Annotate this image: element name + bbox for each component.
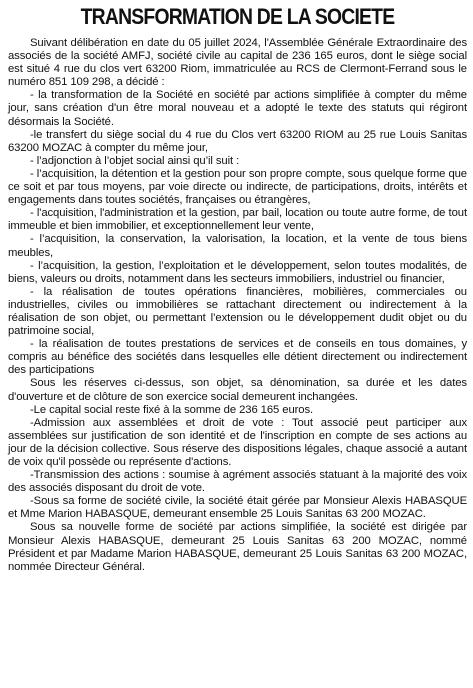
notice-paragraph-reserves: Sous les réserves ci-dessus, son objet, sa dénomination, sa durée et les dates d'ouverture et de clôture de son exercice social demeurent inchangées. — [8, 377, 467, 403]
notice-paragraph-object-1: - l’acquisition, la détention et la gestion pour son propre compte, sous quelque forme que ce soit et par tous moyens, par voie directe ou indirecte, de participations, droits, intérêts et engagements dans toutes sociétés, françaises ou étrangères, — [8, 167, 467, 207]
notice-paragraph-object-3: - l’acquisition, la conservation, la valorisation, la location, et la vente de tous biens meubles, — [8, 233, 467, 259]
notice-paragraph-new-management: Sous sa nouvelle forme de société par actions simplifiée, la société est dirigée par Monsieur Alexis HABASQUE, demeurant 25 Louis Sanitas 63 200 MOZAC, nommé Président et par Madame Marion HABASQUE, demeurant 25 Louis Sanitas 63 200 MOZAC, nommée Directeur Général. — [8, 521, 467, 573]
notice-paragraph-intro: Suivant délibération en date du 05 juillet 2024, l'Assemblée Générale Extraordinaire des associés de la société AMFJ, société civile au capital de 236 165 euros, dont le siège social est situé 4 rue du clos vert 63200 Riom, immatriculée au RCS de Clermont-Ferrand sous le numéro 851 109 298, a décidé : — [8, 37, 467, 89]
notice-paragraph-object-6: - la réalisation de toutes prestations de services et de conseils en tous domaines, y compris au bénéfice des sociétés dans lesquelles elle détient directement ou indirectement des participations — [8, 338, 467, 377]
notice-body — [8, 37, 467, 574]
notice-paragraph-former-management: -Sous sa forme de société civile, la société était gérée par Monsieur Alexis HABASQUE et Mme Marion HABASQUE, demeurant ensemble 25 Louis Sanitas 63 200 MOZAC. — [8, 495, 467, 521]
notice-paragraph-object-intro: - l’adjonction à l’objet social ainsi qu’il suit : — [30, 154, 240, 167]
notice-title: TRANSFORMATION DE LA SOCIETE — [80, 4, 395, 29]
notice-paragraph-object-5: - la réalisation de toutes opérations financières, mobilières, commerciales ou industrielles, civiles ou immobilières se rattachant directement ou indirectement à la réalisation de son objet, ou permettant l’extension ou le développement dudit objet ou du patrimoine social, — [8, 285, 467, 338]
notice-paragraph-object-2: - l'acquisition, l'administration et la gestion, par bail, location ou toute autre forme, de tout immeuble et bien immobilier, et exceptionnellement leur vente, — [8, 207, 467, 233]
notice-paragraph-capital: -Le capital social reste fixé à la somme de 236 165 euros. — [30, 403, 314, 416]
notice-paragraph-admission: -Admission aux assemblées et droit de vote : Tout associé peut participer aux assemblées sur justification de son identité et de l'inscription en compte de ses actions au jour de la décision collective. Sous réserve des dispositions légales, chaque associé a autant de voix qu'il possède ou représente d'actions. — [8, 416, 467, 468]
legal-notice — [8, 4, 467, 574]
notice-paragraph-transfer: -le transfert du siège social du 4 rue du Clos vert 63200 RIOM au 25 rue Louis Sanitas 63200 MOZAC à compter du même jour, — [8, 128, 467, 154]
notice-paragraph-transformation: - la transformation de la Société en société par actions simplifiée à compter du même jour, sans création d'un être moral nouveau et a adopté le texte des statuts qui régiront désormais la Société. — [8, 89, 467, 128]
notice-paragraph-object-4: - l’acquisition, la gestion, l’exploitation et le développement, selon toutes modalités, de biens, valeurs ou droits, notamment dans les secteurs immobiliers, industriel ou financier, — [8, 259, 467, 285]
notice-paragraph-transmission: -Transmission des actions : soumise à agrément associés statuant à la majorité des voix des associés disposant du droit de vote. — [8, 469, 467, 495]
